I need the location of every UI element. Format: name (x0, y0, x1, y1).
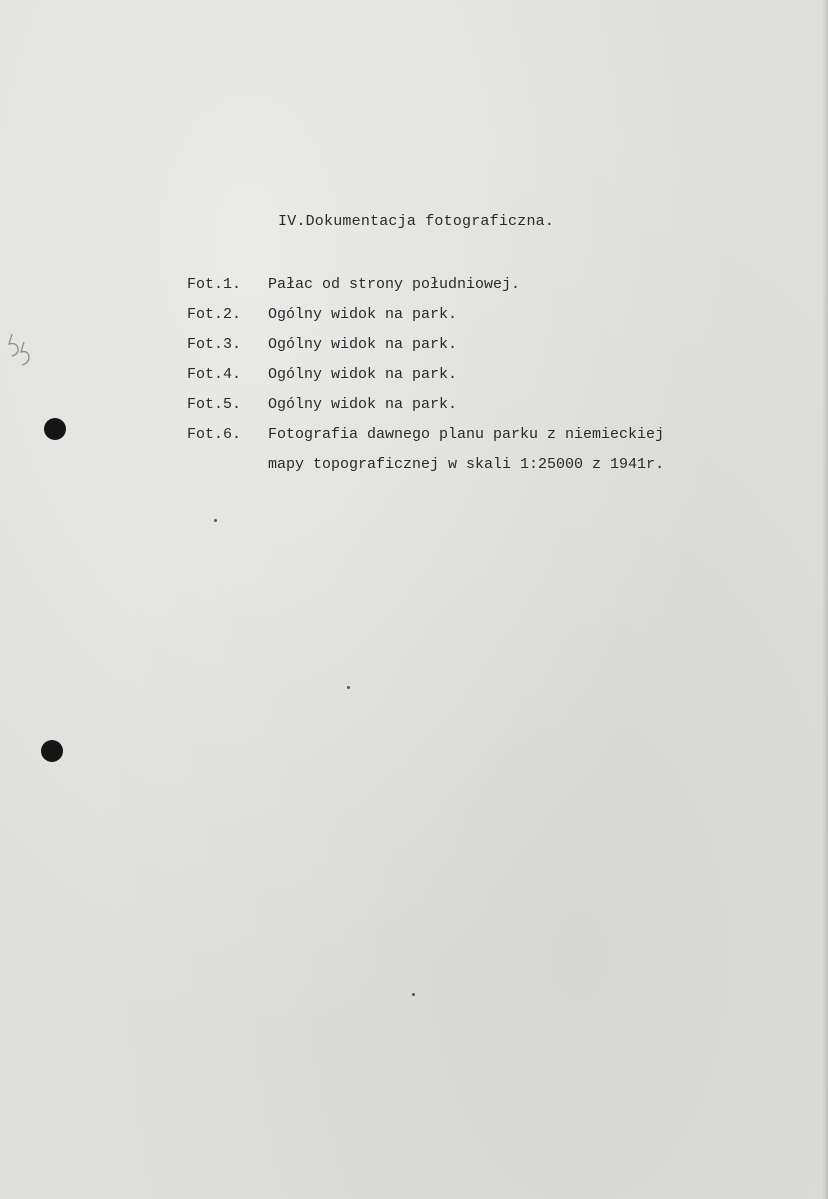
photo-label: Fot.5. (187, 396, 242, 413)
photo-entry (187, 275, 664, 305)
photo-list (187, 275, 664, 480)
paper-speck (412, 993, 415, 996)
punch-hole-bottom (41, 740, 63, 762)
photo-label: Fot.6. (187, 426, 242, 443)
photo-label: Fot.3. (187, 336, 242, 353)
punch-hole-top (44, 418, 66, 440)
photo-entry (187, 305, 664, 335)
handwritten-page-number (4, 330, 34, 370)
photo-entry (187, 425, 664, 480)
paper-speck (347, 686, 350, 689)
photo-description: Ogólny widok na park. (268, 306, 458, 323)
photo-label: Fot.2. (187, 306, 242, 323)
photo-label: Fot.1. (187, 276, 242, 293)
photo-label: Fot.4. (187, 366, 242, 383)
photo-description: Ogólny widok na park. (268, 366, 458, 383)
photo-description: Ogólny widok na park. (268, 396, 458, 413)
section-heading: IV.Dokumentacja fotograficzna. (278, 213, 555, 230)
photo-description: Pałac od strony południowej. (268, 276, 521, 293)
photo-description: Fotografia dawnego planu parku z niemieckiej mapy topograficznej w skali 1:25000 z 1941r. (268, 426, 665, 473)
paper-speck (214, 519, 217, 522)
photo-entry (187, 335, 664, 365)
photo-entry (187, 365, 664, 395)
photo-description: Ogólny widok na park. (268, 336, 458, 353)
